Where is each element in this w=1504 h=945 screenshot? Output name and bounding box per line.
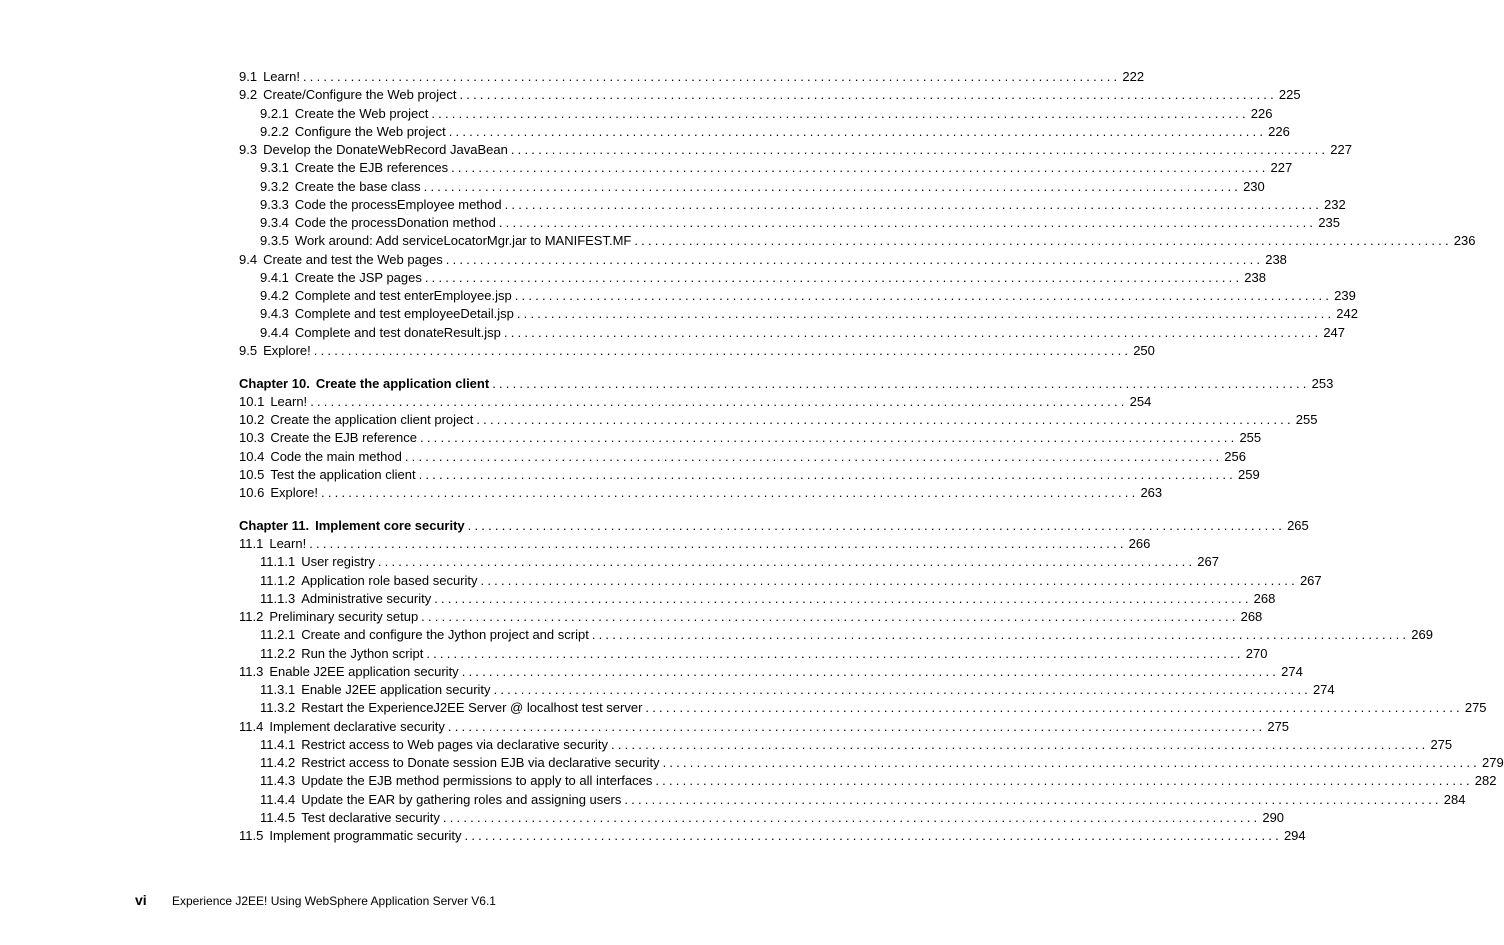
toc-page-number: 254: [1129, 393, 1152, 409]
dot-leader: ........................................................................................................................: [434, 590, 1252, 606]
dot-leader: ........................................................................................................................: [424, 269, 1243, 285]
toc-entry-title: 9.4.4 Complete and test donateResult.jsp: [260, 324, 501, 340]
toc-entry-title: 10.2 Create the application client project: [239, 412, 474, 427]
toc-page-number: 239: [1334, 288, 1356, 303]
table-of-contents: [239, 68, 1504, 845]
toc-chapter-heading[interactable]: [239, 375, 1334, 393]
toc-entry[interactable]: [239, 251, 1287, 269]
toc-page-number: 263: [1140, 485, 1163, 500]
toc-page-number: 270: [1245, 645, 1268, 661]
toc-entry[interactable]: [239, 159, 1293, 177]
dot-leader: ........................................................................................................................: [451, 160, 1269, 176]
toc-page-number: 255: [1295, 412, 1318, 427]
toc-entry-title: 11.4.2 Restrict access to Donate session EJB via declarative security: [260, 755, 660, 770]
dot-leader: ........................................................................................................................: [655, 773, 1473, 789]
dot-leader: ........................................................................................................................: [498, 215, 1317, 230]
dot-leader: ........................................................................................................................: [420, 430, 1238, 446]
toc-page-number: 256: [1224, 448, 1246, 464]
toc-page-number: 226: [1268, 123, 1290, 139]
dot-leader: ........................................................................................................................: [476, 412, 1294, 427]
toc-entry[interactable]: [239, 86, 1301, 104]
toc-entry[interactable]: [239, 232, 1476, 250]
toc-page-number: 274: [1312, 682, 1335, 697]
toc-page-number: 275: [1267, 718, 1290, 734]
toc-page-number: 268: [1240, 609, 1263, 624]
toc-entry-title: 11.5 Implement programmatic security: [239, 828, 462, 843]
dot-leader: ........................................................................................................................: [302, 69, 1121, 84]
dot-leader: ........................................................................................................................: [423, 178, 1242, 194]
toc-page-number: 267: [1197, 554, 1219, 570]
toc-page-number: 230: [1243, 178, 1265, 194]
toc-page-number: 290: [1262, 809, 1285, 825]
dot-leader: ........................................................................................................................: [516, 306, 1335, 322]
dot-leader: ........................................................................................................................: [467, 517, 1286, 533]
toc-entry[interactable]: [239, 827, 1306, 845]
dot-leader: ........................................................................................................................: [503, 324, 1322, 340]
toc-entry-title: 11.2.2 Run the Jython script: [260, 645, 424, 661]
toc-entry-title: 11.3.1 Enable J2EE application security: [260, 682, 491, 697]
toc-entry-title: 11.4.4 Update the EAR by gathering roles and assigning users: [260, 791, 622, 807]
dot-leader: ........................................................................................................................: [492, 375, 1310, 391]
toc-page-number: 238: [1244, 269, 1266, 285]
toc-entry-title: 9.3.5 Work around: Add serviceLocatorMgr.jar to MANIFEST.MF: [260, 233, 632, 249]
toc-page-number: 265: [1287, 517, 1309, 533]
toc-entry-title: 11.1.2 Application role based security: [260, 572, 478, 588]
dot-leader: ........................................................................................................................: [313, 342, 1132, 358]
toc-entry-title: 9.2 Create/Configure the Web project: [239, 87, 457, 103]
dot-leader: ........................................................................................................................: [634, 233, 1452, 249]
toc-entry-title: 9.4 Create and test the Web pages: [239, 251, 443, 267]
toc-entry-title: 9.3 Develop the DonateWebRecord JavaBean: [239, 142, 508, 157]
dot-leader: ........................................................................................................................: [426, 645, 1244, 661]
toc-entry-title: 10.5 Test the application client: [239, 466, 416, 482]
toc-entry[interactable]: [239, 535, 1151, 553]
toc-entry[interactable]: [239, 393, 1152, 411]
toc-page-number: 225: [1278, 87, 1301, 103]
dot-leader: ........................................................................................................................: [431, 105, 1249, 121]
dot-leader: ........................................................................................................................: [421, 609, 1239, 624]
toc-entry[interactable]: [239, 287, 1356, 305]
dot-leader: ........................................................................................................................: [448, 123, 1267, 139]
dot-leader: ........................................................................................................................: [447, 718, 1266, 734]
toc-entry-title: 10.1 Learn!: [239, 393, 308, 409]
toc-entry[interactable]: [239, 305, 1358, 323]
toc-entry[interactable]: [239, 791, 1466, 809]
dot-leader: ........................................................................................................................: [377, 554, 1196, 570]
dot-leader: ........................................................................................................................: [611, 736, 1429, 752]
toc-entry-title: 11.3.2 Restart the ExperienceJ2EE Server @ localhost test server: [260, 700, 643, 716]
toc-entry[interactable]: [239, 772, 1497, 790]
page-folio: vi: [135, 892, 147, 908]
toc-entry[interactable]: [239, 178, 1265, 196]
toc-entry-title: 9.4.2 Complete and test enterEmployee.jsp: [260, 288, 512, 303]
toc-entry-title: 9.2.2 Configure the Web project: [260, 123, 446, 139]
toc-entry[interactable]: [239, 466, 1260, 484]
toc-entry[interactable]: [239, 663, 1303, 681]
toc-entry[interactable]: [239, 699, 1487, 717]
toc-entry-title: 9.4.3 Complete and test employeeDetail.jsp: [260, 306, 514, 322]
toc-page-number: 227: [1330, 142, 1352, 157]
toc-page-number: 253: [1311, 375, 1334, 391]
toc-page-number: 235: [1318, 215, 1340, 230]
toc-page-number: 222: [1122, 69, 1145, 84]
toc-entry-title: 11.3 Enable J2EE application security: [239, 663, 459, 679]
toc-page-number: 267: [1299, 572, 1322, 588]
toc-page-number: 247: [1323, 324, 1346, 340]
toc-entry-title: 9.3.4 Code the processDonation method: [260, 215, 496, 230]
toc-page-number: 268: [1253, 590, 1276, 606]
dot-leader: ........................................................................................................................: [310, 393, 1128, 409]
toc-entry-title: 9.4.1 Create the JSP pages: [260, 269, 422, 285]
toc-entry-title: 9.3.1 Create the EJB references: [260, 160, 449, 176]
toc-entry-title: 11.2 Preliminary security setup: [239, 609, 419, 624]
toc-page-number: 274: [1281, 663, 1303, 679]
page-footer: [135, 892, 496, 908]
dot-leader: ........................................................................................................................: [662, 755, 1480, 770]
toc-entry[interactable]: [239, 123, 1290, 141]
toc-entry-title: 9.3.2 Create the base class: [260, 178, 421, 194]
toc-entry-title: 10.4 Code the main method: [239, 448, 402, 464]
toc-entry-title: 11.4 Implement declarative security: [239, 718, 445, 734]
toc-entry-title: 10.3 Create the EJB reference: [239, 430, 418, 446]
toc-entry[interactable]: [239, 809, 1285, 827]
toc-entry[interactable]: [239, 342, 1155, 360]
toc-entry[interactable]: [239, 645, 1268, 663]
toc-entry[interactable]: [239, 572, 1322, 590]
running-title: Experience J2EE! Using WebSphere Application Server V6.1: [172, 894, 496, 908]
dot-leader: ........................................................................................................................: [464, 828, 1282, 843]
toc-entry[interactable]: [239, 105, 1273, 123]
toc-page-number: 255: [1239, 430, 1262, 446]
toc-page-number: 226: [1250, 105, 1273, 121]
toc-entry-title: 9.5 Explore!: [239, 342, 311, 358]
dot-leader: ........................................................................................................................: [514, 288, 1333, 303]
toc-entry[interactable]: [239, 324, 1346, 342]
dot-leader: ........................................................................................................................: [510, 142, 1329, 157]
toc-page-number: 269: [1411, 627, 1433, 643]
toc-entry[interactable]: [239, 736, 1453, 754]
toc-page-number: 284: [1443, 791, 1466, 807]
toc-entry-title: 11.1.3 Administrative security: [260, 590, 432, 606]
toc-page-number: 250: [1133, 342, 1155, 358]
dot-leader: ........................................................................................................................: [645, 700, 1463, 716]
toc-entry[interactable]: [239, 68, 1145, 86]
toc-entry[interactable]: [239, 269, 1266, 287]
toc-chapter-heading[interactable]: [239, 517, 1309, 535]
toc-page-number: 275: [1430, 736, 1453, 752]
toc-page-number: 232: [1324, 196, 1346, 212]
toc-entry-title: 11.4.1 Restrict access to Web pages via declarative security: [260, 736, 609, 752]
toc-entry-title: 9.2.1 Create the Web project: [260, 105, 429, 121]
toc-entry-title: Chapter 11. Implement core security: [239, 517, 465, 533]
toc-page-number: 238: [1265, 251, 1287, 267]
dot-leader: ........................................................................................................................: [309, 536, 1127, 551]
toc-entry[interactable]: [239, 141, 1352, 159]
toc-entry[interactable]: [239, 214, 1340, 232]
dot-leader: ........................................................................................................................: [480, 572, 1298, 588]
toc-entry-title: 10.6 Explore!: [239, 485, 319, 500]
dot-leader: ........................................................................................................................: [459, 87, 1277, 103]
toc-page-number: 259: [1238, 466, 1260, 482]
dot-leader: ........................................................................................................................: [591, 627, 1410, 643]
toc-page-number: 282: [1474, 773, 1497, 789]
dot-leader: ........................................................................................................................: [493, 682, 1311, 697]
dot-leader: ........................................................................................................................: [624, 791, 1442, 807]
toc-page-number: 227: [1270, 160, 1293, 176]
toc-page-number: 242: [1336, 306, 1358, 322]
toc-entry-title: 11.2.1 Create and configure the Jython project and script: [260, 627, 589, 643]
toc-entry-title: Chapter 10. Create the application client: [239, 375, 490, 391]
toc-entry[interactable]: [239, 429, 1262, 447]
toc-page-number: 266: [1128, 536, 1151, 551]
dot-leader: ........................................................................................................................: [418, 466, 1236, 482]
dot-leader: ........................................................................................................................: [442, 809, 1261, 825]
toc-entry[interactable]: [239, 718, 1290, 736]
toc-entry[interactable]: [239, 196, 1346, 214]
toc-page-number: 236: [1453, 233, 1476, 249]
toc-entry[interactable]: [239, 411, 1318, 429]
toc-entry[interactable]: [239, 484, 1163, 502]
toc-entry-title: 11.1.1 User registry: [260, 554, 375, 570]
toc-page-number: 294: [1283, 828, 1306, 843]
toc-entry-title: 11.4.3 Update the EJB method permissions to apply to all interfaces: [260, 773, 653, 789]
dot-leader: ........................................................................................................................: [445, 251, 1264, 267]
toc-entry[interactable]: [239, 626, 1433, 644]
toc-entry[interactable]: [239, 448, 1246, 466]
dot-leader: ........................................................................................................................: [504, 196, 1323, 212]
toc-entry[interactable]: [239, 681, 1335, 699]
toc-entry[interactable]: [239, 754, 1504, 772]
dot-leader: ........................................................................................................................: [461, 663, 1280, 679]
toc-entry[interactable]: [239, 608, 1263, 626]
toc-page-number: 279: [1481, 755, 1504, 770]
dot-leader: ........................................................................................................................: [404, 448, 1223, 464]
toc-entry-title: 11.4.5 Test declarative security: [260, 809, 440, 825]
toc-entry-title: 11.1 Learn!: [239, 536, 307, 551]
toc-entry[interactable]: [239, 590, 1276, 608]
toc-entry-title: 9.1 Learn!: [239, 69, 300, 84]
toc-page-number: 275: [1464, 700, 1487, 716]
toc-entry[interactable]: [239, 553, 1219, 571]
dot-leader: ........................................................................................................................: [321, 485, 1139, 500]
toc-entry-title: 9.3.3 Code the processEmployee method: [260, 196, 502, 212]
